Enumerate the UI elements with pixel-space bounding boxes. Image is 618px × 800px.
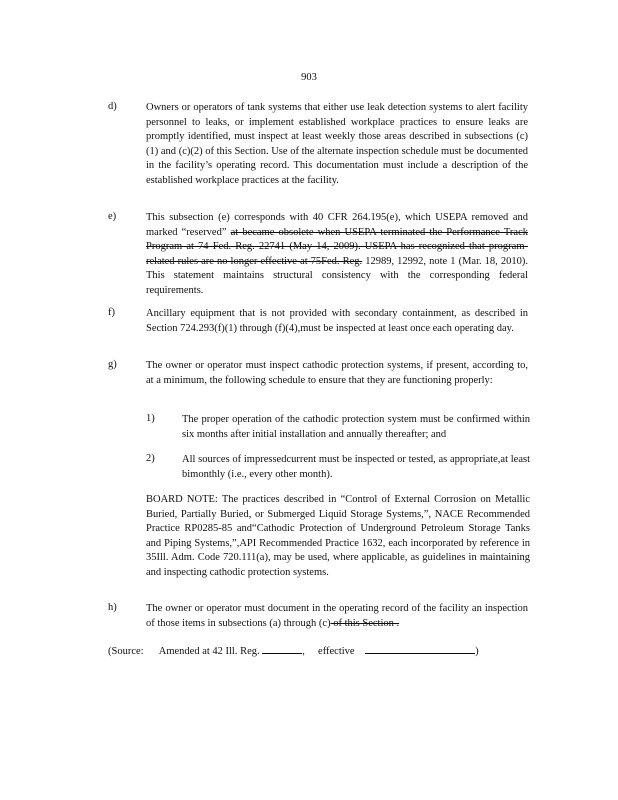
subsection-g <box>108 359 528 388</box>
subsection-label: f) <box>108 307 115 318</box>
subsection-h <box>108 602 528 631</box>
subsection-label: d) <box>108 101 117 112</box>
subsection-label: 2) <box>146 453 155 464</box>
text-segment: The owner or operator must document in the operating record of the facility an inspection of those items in subsections (a) through (c) <box>146 603 528 629</box>
subsection-g-2 <box>146 453 530 482</box>
subsection-text <box>146 602 528 631</box>
subsection-text: Owners or operators of tank systems that either use leak detection systems to alert facility personnel to leaks, or implement established workplace practices to ensure leaks are promptly identified, must inspect at least weekly those areas described in subsections (c)(1) and (c)(2) of this Section. Use of the alternate inspection schedule must be documented in the facility’s operating record. This documentation must include a description of the established workplace practices at the facility. <box>146 102 528 186</box>
struck-text: at became obsolete when USEPA terminated the Performance Track Program at 74 Fed. Reg. 22741 (May 14, 2009). USEPA has recognized that program-related rules are no longer effective at 75Fed. Reg. <box>146 226 528 267</box>
subsection-text: All sources of impressedcurrent must be inspected or tested, as appropriate,at least bimonthly (i.e., every other month). <box>182 454 530 480</box>
source-prefix: (Source: <box>108 646 144 657</box>
source-amended: Amended at 42 Ill. Reg. <box>158 646 260 657</box>
subsection-g-1 <box>146 413 530 442</box>
subsection-text <box>146 211 528 299</box>
source-close: ) <box>475 646 479 657</box>
struck-text: of this Section . <box>330 617 400 629</box>
subsection-d <box>108 101 528 189</box>
text-segment: This subsection (e) corresponds with 40 CFR 264.195(e), which USEPA removed and marked “reserved” <box>146 212 528 238</box>
text-segment: 12989, 12992, note 1 (Mar. 18, 2010). This statement maintains structural consistency with the corresponding federal requirements. <box>146 255 528 296</box>
subsection-f <box>108 307 528 336</box>
subsection-e <box>108 211 528 299</box>
subsection-text: The owner or operator must inspect cathodic protection systems, if present, according to, at a minimum, the following schedule to ensure that they are functioning properly: <box>146 360 528 386</box>
source-note <box>108 643 528 659</box>
source-effective: effective <box>318 646 355 657</box>
subsection-label: g) <box>108 359 117 370</box>
effective-date-blank <box>365 643 475 654</box>
source-comma: , <box>302 646 305 657</box>
subsection-text: Ancillary equipment that is not provided with secondary containment, as described in Section 724.293(f)(1) through (f)(4),must be inspected at least once each operating day. <box>146 308 528 334</box>
subsection-label: h) <box>108 602 117 613</box>
register-page-blank <box>262 643 302 654</box>
subsection-text: The proper operation of the cathodic protection system must be confirmed within six months after initial installation and annually thereafter; and <box>182 414 530 440</box>
page-number: 903 <box>301 72 317 83</box>
board-note: BOARD NOTE: The practices described in “Control of External Corrosion on Metallic Buried, Partially Buried, or Submerged Liquid Storage Systems,”, NACE Recommended Practice RP0285-85 and“Cathodic Protection of Underground Petroleum Storage Tanks and Piping Systems,”,API Recommended Practice 1632, each incorporated by reference in 35Ill. Adm. Code 720.111(a), may be used, where applicable, as guidelines in maintaining and inspecting cathodic protection systems. <box>146 494 530 578</box>
subsection-label: e) <box>108 211 117 222</box>
subsection-label: 1) <box>146 413 155 424</box>
